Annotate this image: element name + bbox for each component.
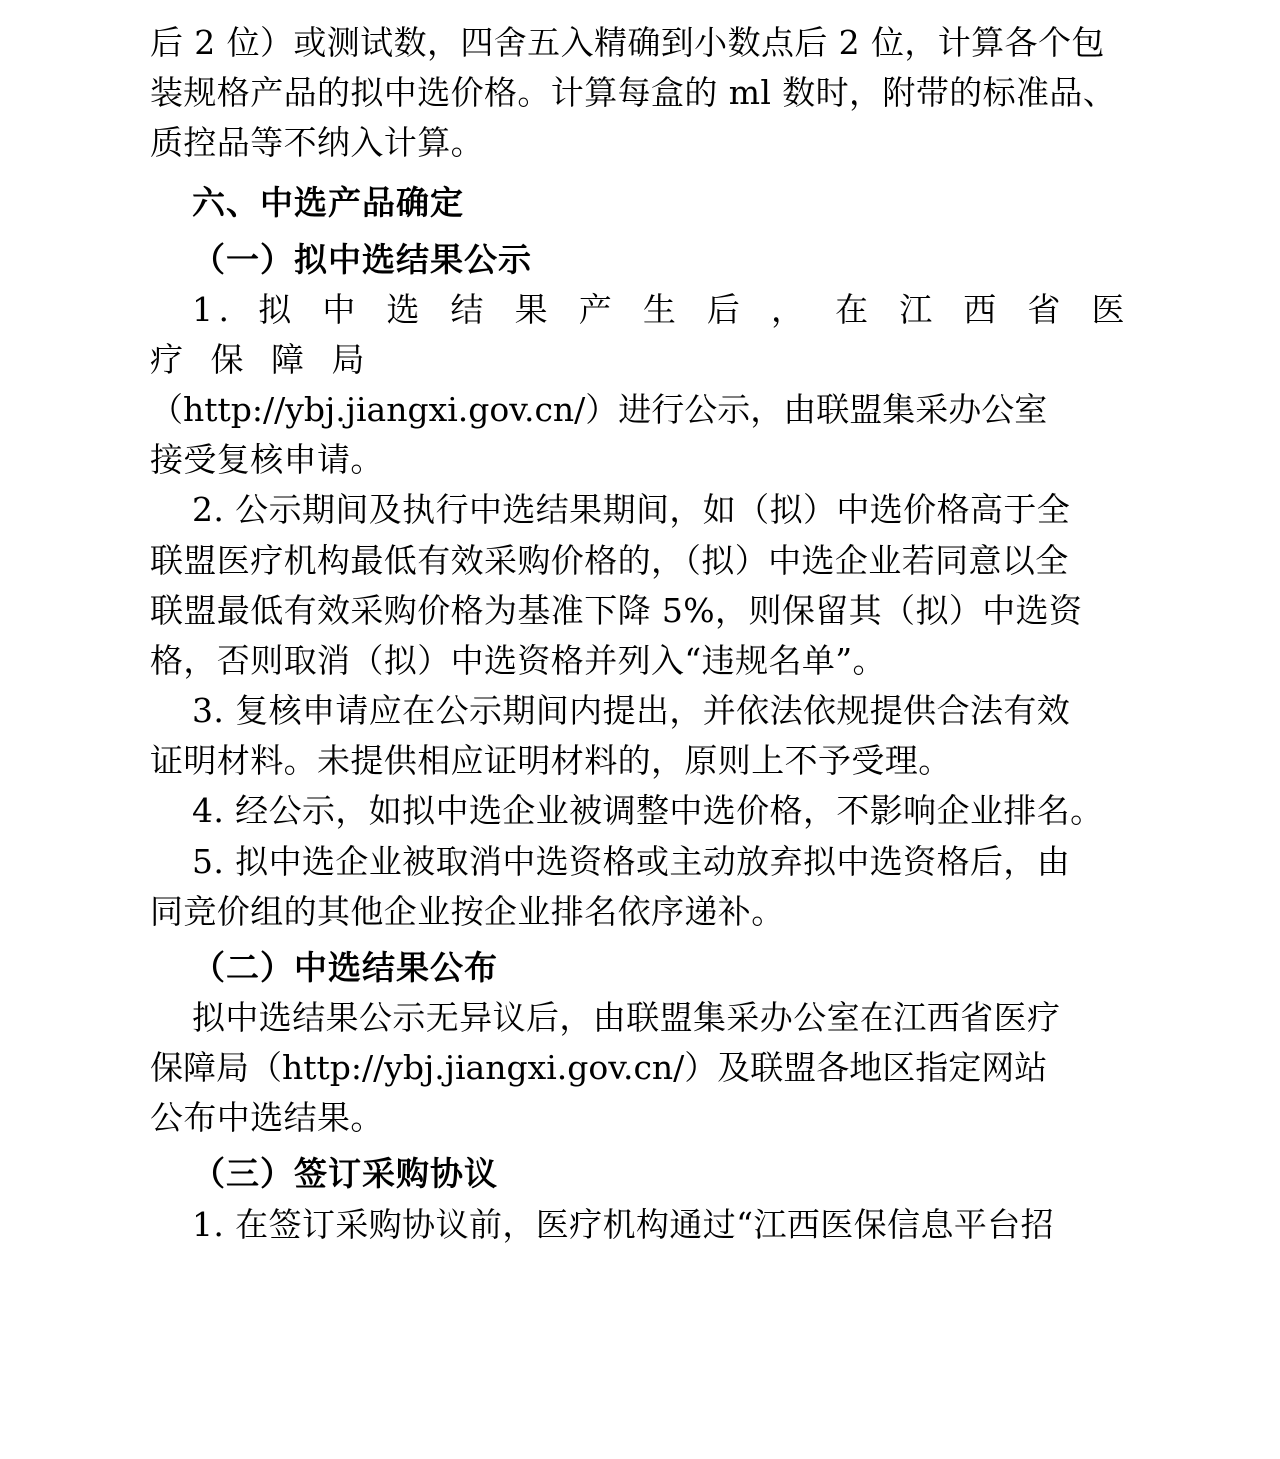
subsection-heading-3: （三）签订采购协议 <box>192 1154 498 1194</box>
list-item <box>150 686 1130 786</box>
item-2-1-line-2: 保障局（http://ybj.jiangxi.gov.cn/）及联盟各地区指定网站 <box>150 1048 1048 1088</box>
item-1-1-line-2: （http://ybj.jiangxi.gov.cn/）进行公示，由联盟集采办公室 <box>150 390 1048 430</box>
item-1-1-line-1: 1. 拟 中 选 结 果 产 生 后 ， 在 江 西 省 医 疗 保 障 局 <box>150 289 1130 379</box>
list-item <box>150 786 1130 836</box>
item-1-2-line-1: 2. 公示期间及执行中选结果期间，如（拟）中选价格高于全 <box>192 490 1071 530</box>
list-item <box>150 837 1130 937</box>
subsection-heading-2: （二）中选结果公布 <box>192 947 498 987</box>
item-1-5-line-1: 5. 拟中选企业被取消中选资格或主动放弃拟中选资格后，由 <box>192 841 1071 881</box>
subsection-heading-1: （一）拟中选结果公示 <box>192 239 532 279</box>
paragraph-continued-line-1: 后 2 位）或测试数，四舍五入精确到小数点后 2 位，计算各个包 <box>150 23 1105 62</box>
item-1-3-line-1: 3. 复核申请应在公示期间内提出，并依法依规提供合法有效 <box>192 691 1071 731</box>
item-1-2-line-4: 格，否则取消（拟）中选资格并列入“违规名单”。 <box>150 640 886 680</box>
item-1-2-line-2: 联盟医疗机构最低有效采购价格的，（拟）中选企业若同意以全 <box>150 540 1069 580</box>
section-heading: 六、中选产品确定 <box>192 183 464 223</box>
list-item <box>150 1200 1130 1250</box>
item-3-1-line-1: 1. 在签订采购协议前，医疗机构通过“江西医保信息平台招 <box>192 1204 1055 1244</box>
list-item <box>150 993 1130 1143</box>
item-1-1-line-3: 接受复核申请。 <box>150 440 384 480</box>
item-1-2-line-3: 联盟最低有效采购价格为基准下降 5%，则保留其（拟）中选资 <box>150 590 1083 630</box>
item-1-5-line-2: 同竞价组的其他企业按企业排名依序递补。 <box>150 891 785 931</box>
item-1-3-line-2: 证明材料。未提供相应证明材料的，原则上不予受理。 <box>150 741 952 781</box>
item-2-1-line-1: 拟中选结果公示无异议后，由联盟集采办公室在江西省医疗 <box>192 997 1061 1037</box>
paragraph-continued-line-2: 装规格产品的拟中选价格。计算每盒的 ml 数时，附带的标准品、 <box>150 73 1117 113</box>
list-item <box>150 285 1130 486</box>
document-body <box>150 0 1130 1250</box>
paragraph-continued-line-3: 质控品等不纳入计算。 <box>150 123 484 163</box>
item-2-1-line-3: 公布中选结果。 <box>150 1098 384 1138</box>
list-item <box>150 485 1130 686</box>
item-1-4-line-1: 4. 经公示，如拟中选企业被调整中选价格，不影响企业排名。 <box>192 791 1104 831</box>
